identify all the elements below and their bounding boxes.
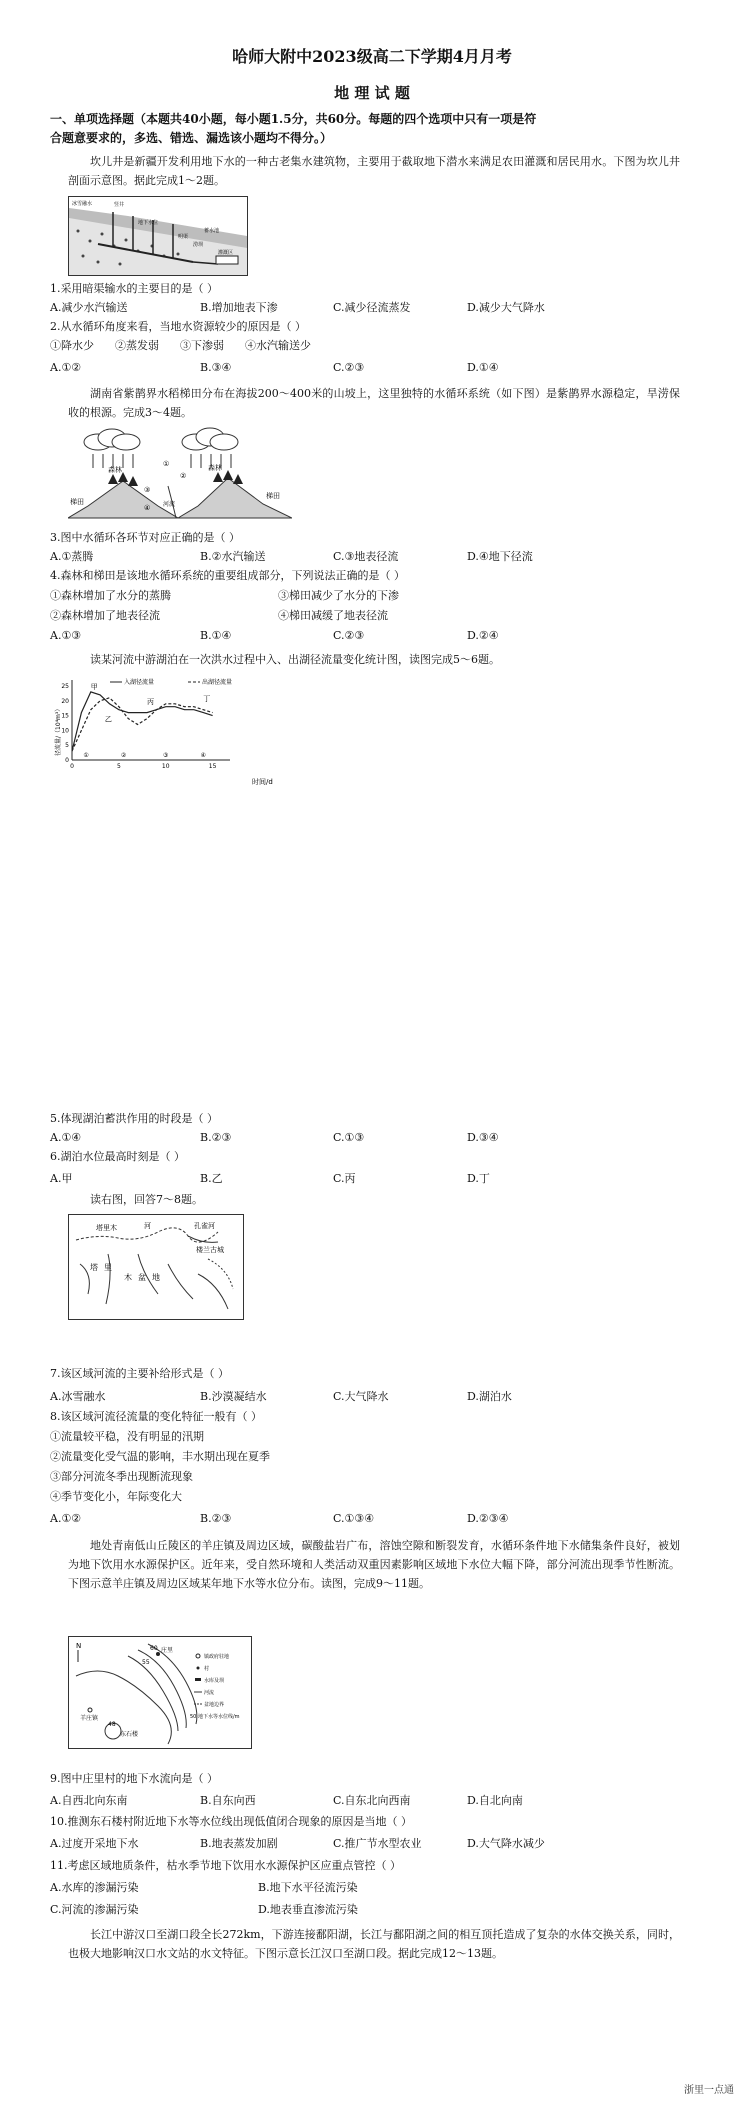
q9-option-b[interactable]: B.自东向西 xyxy=(200,1794,256,1807)
section-heading-line2: 合题意要求的，多选、错选、漏选该小题均不得分。） xyxy=(50,131,333,145)
chart-stage-label: ④ xyxy=(200,752,206,759)
q8-item-4: ④季节变化小，年际变化大 xyxy=(50,1490,182,1503)
q2-option-c[interactable]: C.②③ xyxy=(333,361,365,374)
karez-diagram xyxy=(68,196,248,276)
q4-option-b[interactable]: B.①④ xyxy=(200,629,232,642)
q3-option-a[interactable]: A.①蒸腾 xyxy=(50,550,94,563)
chart-annotation: 丙 xyxy=(147,697,154,706)
q9-stem: 9.图中庄里村的地下水流向是（ ） xyxy=(50,1772,218,1785)
north-label: N xyxy=(76,1642,82,1650)
legend-basin-boundary: 盆地边界 xyxy=(204,1702,225,1708)
label-forest-left: 森林 xyxy=(108,466,122,474)
chart-annotation: 丁 xyxy=(203,694,211,703)
chart-annotation: 乙 xyxy=(104,715,112,724)
label-reservoir: 蓄水池 xyxy=(204,228,220,234)
q4-option-d[interactable]: D.②④ xyxy=(467,629,499,642)
label-contour-48: 48 xyxy=(108,1721,116,1728)
q11-option-a[interactable]: A.水库的渗漏污染 xyxy=(50,1881,139,1894)
q6-option-c[interactable]: C.丙 xyxy=(333,1172,356,1185)
q2-item-2: ②蒸发弱 xyxy=(115,339,159,352)
exam-title: 哈师大附中2023级高二下学期4月月考 xyxy=(232,47,512,66)
label-terrace-left: 梯田 xyxy=(70,498,84,506)
q4-option-a[interactable]: A.①③ xyxy=(50,629,82,642)
label-watertable: 地下水位 xyxy=(138,220,159,226)
label-contour-60: 60 xyxy=(150,1645,158,1652)
q9-option-c[interactable]: C.自东北向西南 xyxy=(333,1794,411,1807)
chart-legend-label: 入湖径流量 xyxy=(124,679,155,686)
q2-item-1: ①降水少 xyxy=(50,339,94,352)
chart-xtick-label: 5 xyxy=(116,763,121,770)
label-basin-5: 地 xyxy=(152,1273,160,1282)
intro-1-2: 坎儿井是新疆开发利用地下水的一种古老集水建筑物，主要用于截取地下潜水来满足农田灌溉和居民用水。下图为坎儿井剖面示意图。据此完成1～2题。 xyxy=(68,155,680,187)
q8-item-3: ③部分河流冬季出现断流现象 xyxy=(50,1470,193,1483)
q4-option-c[interactable]: C.②③ xyxy=(333,629,365,642)
q10-option-b[interactable]: B.地表蒸发加剧 xyxy=(200,1837,278,1850)
q5-option-d[interactable]: D.③④ xyxy=(467,1131,499,1144)
chart-annotation: 甲 xyxy=(90,682,98,691)
q9-option-a[interactable]: A.自西北向东南 xyxy=(50,1794,128,1807)
q1-option-c[interactable]: C.减少径流蒸发 xyxy=(333,301,411,314)
chart-ytick-label: 0 xyxy=(65,757,69,764)
q5-option-b[interactable]: B.②③ xyxy=(200,1131,232,1144)
q8-stem: 8.该区域河流径流量的变化特征一般有（ ） xyxy=(50,1410,262,1423)
q3-option-c[interactable]: C.③地表径流 xyxy=(333,550,399,563)
label-river-char: 河 xyxy=(144,1222,151,1230)
label-dongshilou: 东石楼 xyxy=(120,1731,139,1738)
footer-watermark: 浙里一点通 xyxy=(684,2085,734,2096)
q11-option-d[interactable]: D.地表垂直渗流污染 xyxy=(258,1903,358,1916)
chart-ytick-label: 20 xyxy=(61,697,69,705)
chart-xtick-label: 15 xyxy=(208,763,217,770)
label-cycle-4: ④ xyxy=(144,504,151,512)
terrace-water-cycle-diagram xyxy=(68,426,292,526)
legend-village: 村 xyxy=(204,1666,210,1672)
q1-option-a[interactable]: A.减少水汽输送 xyxy=(50,301,128,314)
label-tarim: 塔里木 xyxy=(96,1224,117,1232)
q4-item-4: ④梯田减缓了地表径流 xyxy=(278,609,388,622)
chart-ytick-label: 15 xyxy=(61,712,69,720)
q8-option-c[interactable]: C.①③④ xyxy=(333,1512,375,1525)
section-heading: 一、单项选择题（本题共40小题，每小题1.5分，共60分。每题的四个选项中只有一项是符 xyxy=(50,112,537,126)
q5-option-c[interactable]: C.①③ xyxy=(333,1131,365,1144)
chart-xtick-label: 10 xyxy=(161,763,170,770)
q8-option-a[interactable]: A.①② xyxy=(50,1512,82,1525)
label-cycle-1: ① xyxy=(163,460,170,468)
intro-3-4: 湖南省紫鹊界水稻梯田分布在海拔200～400米的山坡上，这里独特的水循环系统（如下图）是紫鹊界水源稳定，旱涝保收的根源。完成3～4题。 xyxy=(68,387,680,419)
q2-item-3: ③下渗弱 xyxy=(180,339,224,352)
q8-option-b[interactable]: B.②③ xyxy=(200,1512,232,1525)
label-basin-2: 里 xyxy=(104,1263,112,1272)
label-forest-right: 森林 xyxy=(208,464,222,472)
lake-runoff-chart xyxy=(50,676,280,786)
q7-stem: 7.该区域河流的主要补给形式是（ ） xyxy=(50,1367,229,1380)
q7-option-c[interactable]: C.大气降水 xyxy=(333,1390,389,1403)
label-basin-1: 塔 xyxy=(90,1263,98,1272)
q3-option-b[interactable]: B.②水汽输送 xyxy=(200,550,266,563)
q4-item-1: ①森林增加了水分的蒸腾 xyxy=(50,589,171,602)
label-shaft: 竖井 xyxy=(114,202,125,208)
label-irrigation: 灌溉区 xyxy=(218,250,234,256)
groundwater-contour-map xyxy=(68,1636,252,1749)
q11-option-c[interactable]: C.河流的渗漏污染 xyxy=(50,1903,139,1916)
chart-ytick-label: 5 xyxy=(65,742,69,750)
label-yangzhuang: 羊庄镇 xyxy=(80,1715,99,1722)
intro-12-13: 长江中游汉口至湖口段全长272km，下游连接鄱阳湖，长江与鄱阳湖之间的相互顶托造成了复杂的水体交换关系，同时，也极大地影响汉口水文站的水文特征。下图示意长江汉口至湖口段。据此完成12～13题。 xyxy=(68,1928,680,1960)
intro-5-6: 读某河流中游湖泊在一次洪水过程中入、出湖径流量变化统计图，读图完成5～6题。 xyxy=(90,653,500,666)
q4-item-3: ③梯田减少了水分的下渗 xyxy=(278,589,399,602)
label-open-channel: 明渠 xyxy=(178,234,189,240)
exam-subtitle: 地 理 试 题 xyxy=(334,84,410,102)
chart-ytick-label: 10 xyxy=(61,727,69,735)
legend-reservoir: 水库及坝 xyxy=(204,1678,225,1684)
chart-series-line xyxy=(72,698,213,751)
q4-stem: 4.森林和梯田是该地水循环系统的重要组成部分，下列说法正确的是（ ） xyxy=(50,569,405,582)
q6-option-b[interactable]: B.乙 xyxy=(200,1172,223,1185)
q9-option-d[interactable]: D.自北向南 xyxy=(467,1794,523,1807)
chart-xtick-label: 0 xyxy=(70,763,74,770)
q10-stem: 10.推测东石楼村附近地下水等水位线出现低值闭合现象的原因是当地（ ） xyxy=(50,1815,412,1828)
q2-option-d[interactable]: D.①④ xyxy=(467,361,499,374)
label-snowmelt: 冰雪融水 xyxy=(72,201,93,207)
tarim-basin-map xyxy=(68,1214,244,1320)
label-river: 河流 xyxy=(163,501,176,508)
chart-stage-label: ① xyxy=(83,752,89,759)
label-cycle-3: ③ xyxy=(144,486,151,494)
intro-7-8: 读右图，回答7～8题。 xyxy=(90,1193,203,1206)
legend-town-gov: 镇政府驻地 xyxy=(204,1654,230,1660)
label-kongque-river: 孔雀河 xyxy=(194,1222,215,1230)
label-cycle-2: ② xyxy=(180,472,187,480)
label-contour-55: 55 xyxy=(142,1659,150,1666)
q10-option-d[interactable]: D.大气降水减少 xyxy=(467,1837,545,1850)
chart-stage-label: ③ xyxy=(163,752,169,759)
chart-legend-label: 出湖径流量 xyxy=(202,679,233,686)
chart-ylabel: 径流量/（10⁴m³） xyxy=(55,705,62,756)
q8-option-d[interactable]: D.②③④ xyxy=(467,1512,509,1525)
label-loulan: 楼兰古城 xyxy=(196,1246,224,1254)
q1-option-b[interactable]: B.增加地表下渗 xyxy=(200,301,278,314)
q1-stem: 1.采用暗渠输水的主要目的是（ ） xyxy=(50,282,218,295)
q5-stem: 5.体现湖泊蓄洪作用的时段是（ ） xyxy=(50,1112,218,1125)
chart-stage-label: ② xyxy=(120,752,127,759)
q10-option-c[interactable]: C.推广节水型农业 xyxy=(333,1837,422,1850)
q6-stem: 6.湖泊水位最高时刻是（ ） xyxy=(50,1150,185,1163)
q11-option-b[interactable]: B.地下水平径流污染 xyxy=(258,1881,358,1894)
q4-item-2: ②森林增加了地表径流 xyxy=(50,609,160,622)
q5-option-a[interactable]: A.①④ xyxy=(50,1131,82,1144)
q2-option-a[interactable]: A.①② xyxy=(50,361,82,374)
chart-ytick-label: 25 xyxy=(61,683,69,690)
label-terrace-right: 梯田 xyxy=(266,492,280,500)
q7-option-a[interactable]: A.冰雪融水 xyxy=(50,1390,106,1403)
q6-option-a[interactable]: A.甲 xyxy=(50,1172,73,1185)
q3-option-d[interactable]: D.④地下径流 xyxy=(467,550,533,563)
label-pond: 涝坝 xyxy=(193,242,204,248)
q10-option-a[interactable]: A.过度开采地下水 xyxy=(50,1837,139,1850)
label-basin-4: 盆 xyxy=(138,1273,146,1282)
q6-option-d[interactable]: D.丁 xyxy=(467,1172,490,1185)
q7-option-d[interactable]: D.湖泊水 xyxy=(467,1390,512,1403)
q2-option-b[interactable]: B.③④ xyxy=(200,361,232,374)
label-zhuangli: 庄里 xyxy=(161,1647,174,1654)
q2-item-4: ④水汽输送少 xyxy=(245,339,311,352)
q11-stem: 11.考虑区域地质条件，枯水季节地下饮用水水源保护区应重点管控（ ） xyxy=(50,1859,401,1872)
legend-contour: 50 地下水等水位线/m xyxy=(190,1714,240,1720)
legend-river: 河流 xyxy=(204,1690,215,1696)
chart-xlabel: 时间/d xyxy=(252,778,273,786)
intro-9-11: 地处青南低山丘陵区的羊庄镇及周边区域，碳酸盐岩广布，溶蚀空隙和断裂发育，水循环条件地下水储集条件良好，被划为地下饮用水水源保护区。近年来，受自然环境和人类活动双重因素影响区域地下水位大幅下降，部分河流出现季节性断流。下图示意羊庄镇及周边区域某年地下水等水位分布。读图，完成9～11题。 xyxy=(68,1539,680,1590)
q8-item-2: ②流量变化受气温的影响，丰水期出现在夏季 xyxy=(50,1450,270,1463)
q1-option-d[interactable]: D.减少大气降水 xyxy=(467,301,545,314)
q8-item-1: ①流量较平稳，没有明显的汛期 xyxy=(50,1430,204,1443)
q3-stem: 3.图中水循环各环节对应正确的是（ ） xyxy=(50,531,240,544)
q7-option-b[interactable]: B.沙漠凝结水 xyxy=(200,1390,267,1403)
label-basin-3: 木 xyxy=(124,1273,132,1282)
q2-stem: 2.从水循环角度来看，当地水资源较少的原因是（ ） xyxy=(50,320,306,333)
